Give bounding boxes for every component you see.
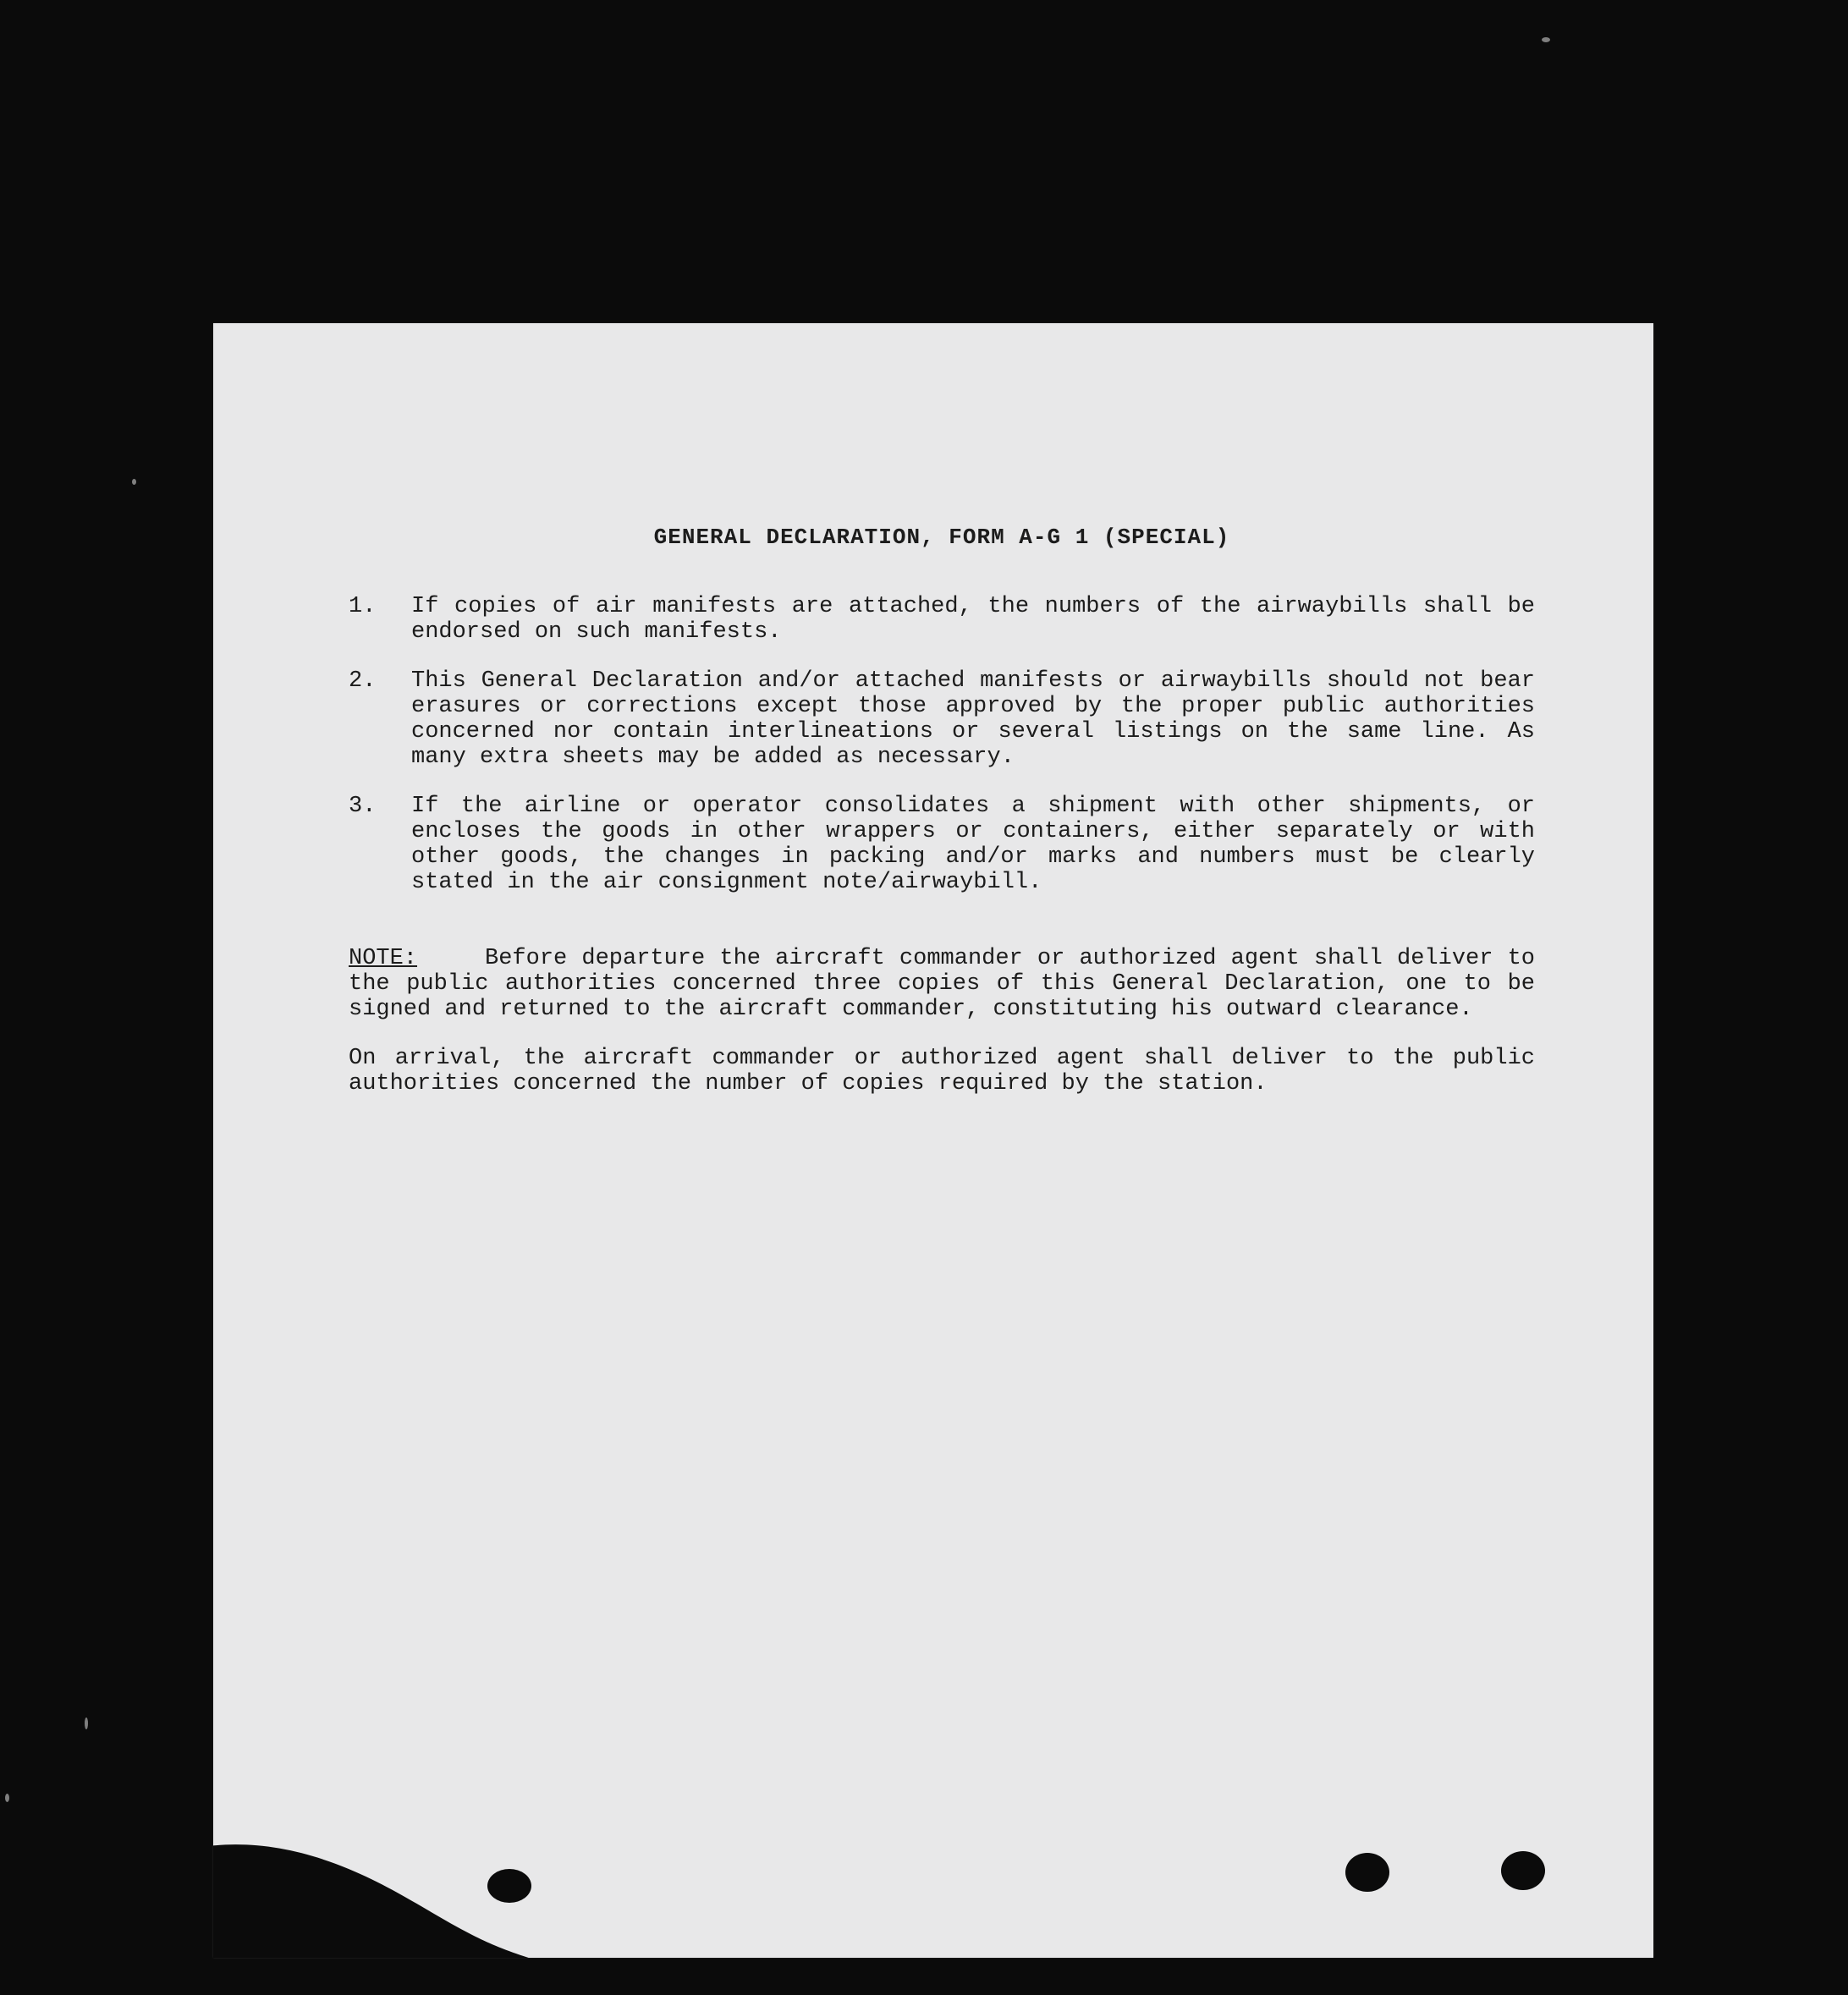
scan-speck bbox=[1542, 37, 1550, 42]
item-number: 1. bbox=[349, 594, 377, 619]
item-number: 2. bbox=[349, 668, 377, 694]
item-text: If the airline or operator consolidates a shipment with other shipments, or encloses the goods in other wrappers or containers, either separately or with other goods, the changes in packing and/or marks and numbers must be clearly stated in the air consignment note/airwaybill. bbox=[411, 794, 1535, 895]
punch-hole bbox=[1345, 1853, 1389, 1892]
item-text: If copies of air manifests are attached, the numbers of the airwaybills shall be endorsed on such manifests. bbox=[411, 594, 1535, 645]
list-item bbox=[349, 794, 1535, 895]
document-title: GENERAL DECLARATION, FORM A-G 1 (SPECIAL) bbox=[653, 525, 1230, 550]
arrival-paragraph: On arrival, the aircraft commander or authorized agent shall deliver to the public authorities concerned the number of copies required by the station. bbox=[349, 1046, 1535, 1096]
scan-speck bbox=[85, 1717, 88, 1729]
item-number: 3. bbox=[349, 794, 377, 819]
list-item bbox=[349, 594, 1535, 645]
scan-speck bbox=[132, 479, 136, 485]
note-paragraph bbox=[349, 946, 1535, 1022]
torn-corner bbox=[213, 1789, 594, 1958]
punch-hole bbox=[1501, 1851, 1545, 1890]
list-item bbox=[349, 668, 1535, 770]
note-label: NOTE: bbox=[349, 946, 418, 971]
scan-speck bbox=[5, 1794, 9, 1802]
item-text: This General Declaration and/or attached manifests or airwaybills should not bear erasures or corrections except those approved by the proper public authorities concerned nor contain interlineations or several listings on the same line. As many extra sheets may be added as necessary. bbox=[411, 668, 1535, 770]
document-page bbox=[213, 323, 1653, 1958]
note-text: Before departure the aircraft commander or authorized agent shall deliver to the public authorities concerned three copies of this General Declaration, one to be signed and returned to the aircraft commander, constituting his outward clearance. bbox=[349, 946, 1535, 1022]
document-body bbox=[349, 525, 1535, 1096]
